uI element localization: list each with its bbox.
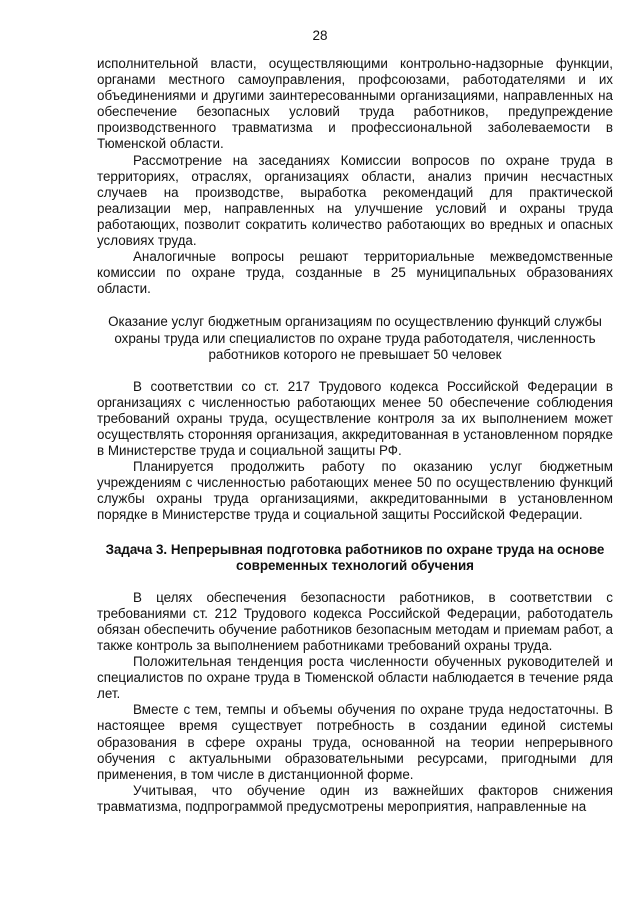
paragraph: В соответствии со ст. 217 Трудового кодекса Российской Федерации в организациях с численностью работающих менее 50 обеспечение соблюдения требований охраны труда, осуществление контроля за их выполнением может осуществлять сторонняя организация, аккредитованная в установленном порядке в Министерстве труда и социальной защиты РФ. — [97, 378, 613, 459]
paragraph: Положительная тенденция роста численности обученных руководителей и специалистов по охране труда в Тюменской области наблюдается в течение ряда лет. — [97, 654, 613, 702]
section-heading: Оказание услуг бюджетным организациям по осуществлению функций службы охраны труда или специалистов по охране труда работодателя, численность работников которого не превышает 50 человек — [108, 314, 602, 362]
paragraph: Вместе с тем, темпы и объемы обучения по охране труда недостаточны. В настоящее время существует потребность в создании единой системы образования в сфере охраны труда, основанной на теории непрерывного обучения с актуальными образовательными ресурсами, пригодными для применения, в том числе в дистанционной форме. — [97, 702, 613, 782]
document-body — [97, 56, 613, 815]
paragraph: В целях обеспечения безопасности работников, в соответствии с требованиями ст. 212 Трудового кодекса Российской Федерации, работодатель обязан обеспечить обучение работников безопасным методам и приемам работ, а также контроль за выполнением работниками требований охраны труда. — [97, 589, 613, 653]
page-number: 28 — [312, 28, 328, 43]
paragraph: Планируется продолжить работу по оказанию услуг бюджетным учреждениям с численностью работающих менее 50 по осуществлению функций службы охраны труда организациями, аккредитованными в установленном порядке в Министерстве труда и социальной защиты Российской Федерации. — [97, 459, 613, 523]
paragraph: Аналогичные вопросы решают территориальные межведомственные комиссии по охране труда, созданные в 25 муниципальных образованиях области. — [97, 249, 613, 297]
paragraph: исполнительной власти, осуществляющими контрольно-надзорные функции, органами местного самоуправления, профсоюзами, работодателями и их объединениями и другими заинтересованными организациями, направленных на обеспечение безопасных условий труда работников, предупреждение производственного травматизма и профессиональной заболеваемости в Тюменской области. — [97, 56, 613, 152]
task-heading: Задача 3. Непрерывная подготовка работников по охране труда на основе современных технологий обучения — [105, 541, 605, 573]
paragraph: Учитывая, что обучение один из важнейших факторов снижения травматизма, подпрограммой предусмотрены мероприятия, направленные на — [97, 782, 613, 814]
paragraph: Рассмотрение на заседаниях Комиссии вопросов по охране труда в территориях, отраслях, организациях области, анализ причин несчастных случаев на производстве, выработка рекомендаций для практической реализации мер, направленных на улучшение условий и охраны труда работающих, позволит сократить количество работающих во вредных и опасных условиях труда. — [97, 152, 613, 249]
